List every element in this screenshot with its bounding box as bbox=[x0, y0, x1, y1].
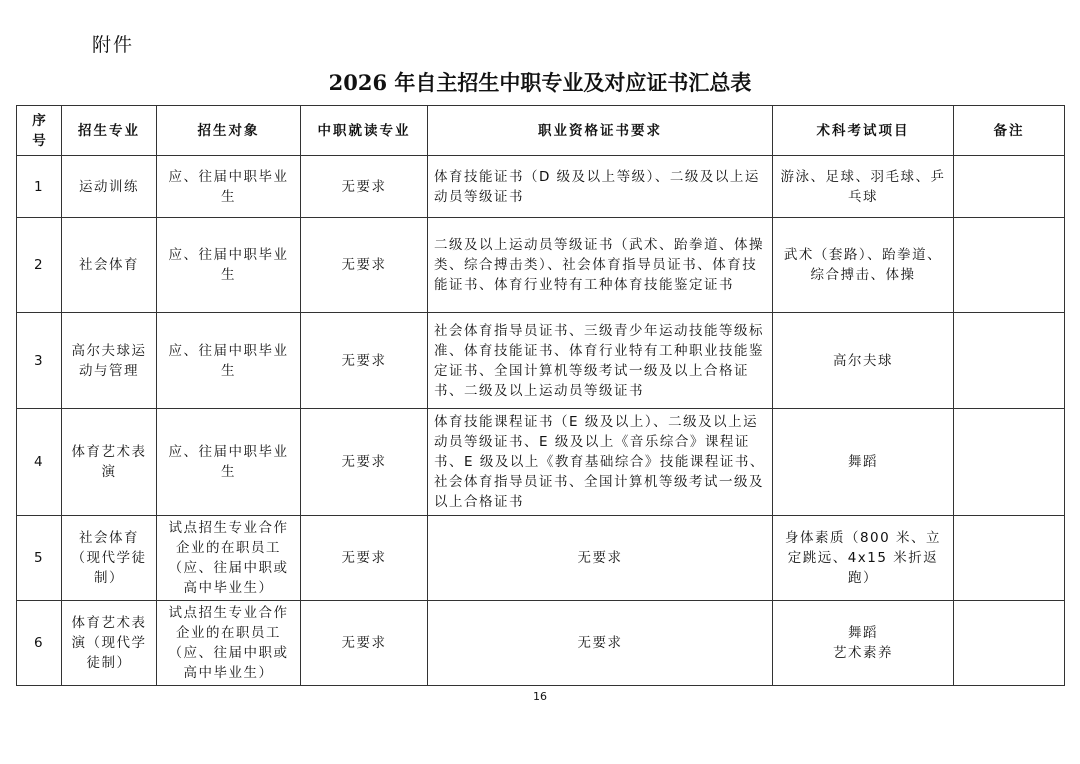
page-number: 16 bbox=[533, 690, 547, 703]
header-secondary-major: 中职就读专业 bbox=[301, 106, 428, 156]
row-target: 试点招生专业合作企业的在职员工（应、往届中职或高中毕业生） bbox=[157, 516, 301, 601]
row-secondary-major: 无要求 bbox=[301, 601, 428, 686]
row-target: 应、往届中职毕业生 bbox=[157, 218, 301, 313]
table-row bbox=[17, 516, 1065, 601]
row-certificates: 社会体育指导员证书、三级青少年运动技能等级标准、体育技能证书、体育行业特有工种职业技能鉴定证书、全国计算机等级考试一级及以上合格证书、二级及以上运动员等级证书 bbox=[428, 313, 773, 409]
row-note bbox=[954, 313, 1065, 409]
row-certificates: 体育技能课程证书（E 级及以上）、二级及以上运动员等级证书、E 级及以上《音乐综合》课程证书、E 级及以上《教育基础综合》技能课程证书、社会体育指导员证书、全国计算机等级考试一级及以上合格证书 bbox=[428, 409, 773, 516]
row-note bbox=[954, 156, 1065, 218]
row-exam: 游泳、足球、羽毛球、乒乓球 bbox=[773, 156, 954, 218]
table-row bbox=[17, 409, 1065, 516]
row-target: 应、往届中职毕业生 bbox=[157, 156, 301, 218]
header-note: 备注 bbox=[954, 106, 1065, 156]
header-major: 招生专业 bbox=[62, 106, 157, 156]
row-no: 4 bbox=[17, 409, 62, 516]
row-certificates: 无要求 bbox=[428, 601, 773, 686]
row-no: 1 bbox=[17, 156, 62, 218]
row-no: 6 bbox=[17, 601, 62, 686]
row-certificates: 体育技能证书（D 级及以上等级）、二级及以上运动员等级证书 bbox=[428, 156, 773, 218]
row-secondary-major: 无要求 bbox=[301, 409, 428, 516]
row-exam: 高尔夫球 bbox=[773, 313, 954, 409]
table-header-row bbox=[17, 106, 1065, 156]
row-target: 应、往届中职毕业生 bbox=[157, 313, 301, 409]
row-note bbox=[954, 601, 1065, 686]
header-target: 招生对象 bbox=[157, 106, 301, 156]
row-secondary-major: 无要求 bbox=[301, 156, 428, 218]
table-row bbox=[17, 156, 1065, 218]
row-note bbox=[954, 516, 1065, 601]
row-note bbox=[954, 409, 1065, 516]
row-note bbox=[954, 218, 1065, 313]
row-secondary-major: 无要求 bbox=[301, 218, 428, 313]
row-certificates: 无要求 bbox=[428, 516, 773, 601]
row-secondary-major: 无要求 bbox=[301, 516, 428, 601]
document-title: 2026 年自主招生中职专业及对应证书汇总表 bbox=[328, 70, 752, 95]
row-major: 高尔夫球运动与管理 bbox=[62, 313, 157, 409]
header-exam: 术科考试项目 bbox=[773, 106, 954, 156]
row-major: 社会体育（现代学徒制） bbox=[62, 516, 157, 601]
row-no: 2 bbox=[17, 218, 62, 313]
attachment-label: 附件 bbox=[92, 34, 135, 56]
row-major: 运动训练 bbox=[62, 156, 157, 218]
row-major: 体育艺术表演（现代学徒制） bbox=[62, 601, 157, 686]
summary-table bbox=[16, 105, 1065, 686]
row-exam: 武术（套路）、跆拳道、综合搏击、体操 bbox=[773, 218, 954, 313]
row-exam: 身体素质（800 米、立定跳远、4x15 米折返跑） bbox=[773, 516, 954, 601]
row-target: 应、往届中职毕业生 bbox=[157, 409, 301, 516]
row-major: 体育艺术表演 bbox=[62, 409, 157, 516]
row-major: 社会体育 bbox=[62, 218, 157, 313]
table-row bbox=[17, 601, 1065, 686]
row-no: 5 bbox=[17, 516, 62, 601]
header-certificates: 职业资格证书要求 bbox=[428, 106, 773, 156]
header-no: 序号 bbox=[17, 106, 62, 156]
row-secondary-major: 无要求 bbox=[301, 313, 428, 409]
row-target: 试点招生专业合作企业的在职员工（应、往届中职或高中毕业生） bbox=[157, 601, 301, 686]
table-row bbox=[17, 313, 1065, 409]
table-row bbox=[17, 218, 1065, 313]
row-exam: 舞蹈 bbox=[773, 409, 954, 516]
row-exam: 舞蹈 艺术素养 bbox=[773, 601, 954, 686]
row-no: 3 bbox=[17, 313, 62, 409]
row-certificates: 二级及以上运动员等级证书（武术、跆拳道、体操类、综合搏击类）、社会体育指导员证书、体育技能证书、体育行业特有工种体育技能鉴定证书 bbox=[428, 218, 773, 313]
